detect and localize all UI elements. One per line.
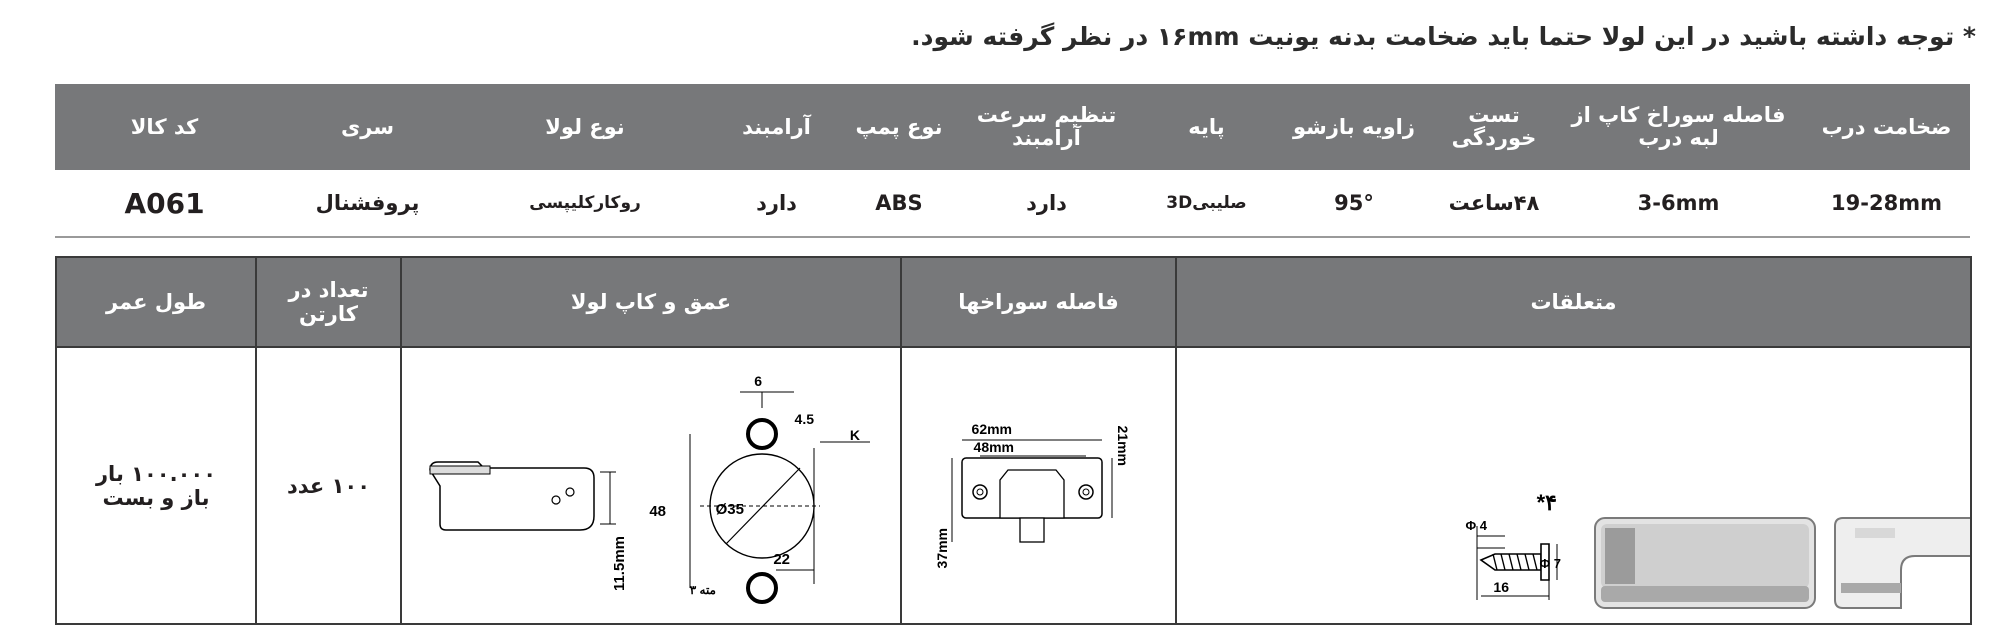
header-lifetime: طول عمر <box>56 257 256 347</box>
header-series: سری <box>274 84 461 170</box>
phi7-label: Φ 7 <box>1539 556 1561 571</box>
value-door-thickness: 19-28mm <box>1803 170 1970 237</box>
header-pump-type: نوع پمپ <box>844 84 954 170</box>
header-cup-hole-distance: فاصله سوراخ کاپ از لبه درب <box>1554 84 1803 170</box>
thickness-note: * توجه داشته باشید در این لولا حتما باید ضخامت بدنه یونیت ۱۶mm در نظر گرفته شود. <box>911 22 1976 51</box>
hole-distance-cell <box>901 347 1176 624</box>
header-hole-distance: فاصله سوراخها <box>901 257 1176 347</box>
header-base: پایه <box>1139 84 1274 170</box>
h21-label: 21mm <box>1115 425 1131 466</box>
header-damper-speed: تنظیم سرعت آرامبند <box>954 84 1139 170</box>
accessories-drawing <box>1175 348 1970 618</box>
cup-depth-cell <box>401 347 901 624</box>
value-corrosion-test: ۴۸ساعت <box>1434 170 1554 237</box>
drill-label: مته ۳ <box>689 583 716 597</box>
header-door-thickness: ضخامت درب <box>1803 84 1970 170</box>
k-label: K <box>849 427 860 443</box>
d115-label: 11.5mm <box>611 536 628 592</box>
value-soft-close: دارد <box>709 170 844 237</box>
h37-label: 37mm <box>934 528 950 569</box>
value-base: صلیبی3D <box>1139 170 1274 237</box>
header-accessories: متعلقات <box>1176 257 1971 347</box>
header-cup-depth: عمق و کاپ لولا <box>401 257 901 347</box>
w48-label: 48mm <box>973 439 1014 455</box>
value-hinge-type: روکارکلیپسی <box>461 170 709 237</box>
cup-depth-drawing <box>400 348 900 618</box>
detail-table <box>55 256 1972 625</box>
d48-label: 48 <box>649 503 666 520</box>
d45-label: 4.5 <box>794 411 814 427</box>
screw-length-label: 16 <box>1493 579 1509 595</box>
header-hinge-type: نوع لولا <box>461 84 709 170</box>
d22-label: 22 <box>773 551 790 568</box>
hole-distance-drawing <box>900 348 1175 618</box>
header-carton-qty: تعداد در کارتن <box>256 257 401 347</box>
spec-header-row <box>55 84 1970 170</box>
accessories-cell <box>1176 347 1971 624</box>
spec-value-row <box>55 170 1970 237</box>
lifetime-line2: باز و بست <box>102 485 210 510</box>
dia35-label: Ø35 <box>715 501 744 518</box>
hinge-side-icon <box>430 462 594 530</box>
header-corrosion-test: تست خوردگی <box>1434 84 1554 170</box>
value-damper-speed: دارد <box>954 170 1139 237</box>
value-cup-hole-distance: 3-6mm <box>1554 170 1803 237</box>
spec-table <box>55 84 1970 238</box>
screw-count-label: ۴* <box>1536 490 1557 515</box>
header-product-code: کد کالا <box>55 84 274 170</box>
base-plate-icon <box>962 458 1102 542</box>
lifetime-line1: ۱۰۰.۰۰۰ بار <box>95 461 217 486</box>
detail-header-row <box>56 257 1971 347</box>
w62-label: 62mm <box>971 421 1012 437</box>
carton-qty-cell: ۱۰۰ عدد <box>256 347 401 624</box>
phi4-label: Φ 4 <box>1465 518 1487 533</box>
header-opening-angle: زاویه بازشو <box>1274 84 1434 170</box>
value-pump-type: ABS <box>844 170 954 237</box>
lifetime-cell <box>56 347 256 624</box>
plate-notched-icon <box>1835 518 1970 608</box>
value-opening-angle: 95° <box>1274 170 1434 237</box>
value-series: پروفشنال <box>274 170 461 237</box>
plate-flat-icon <box>1595 518 1815 608</box>
detail-content-row <box>56 347 1971 624</box>
value-product-code: A061 <box>55 170 274 237</box>
d6-label: 6 <box>754 373 762 389</box>
header-soft-close: آرامبند <box>709 84 844 170</box>
